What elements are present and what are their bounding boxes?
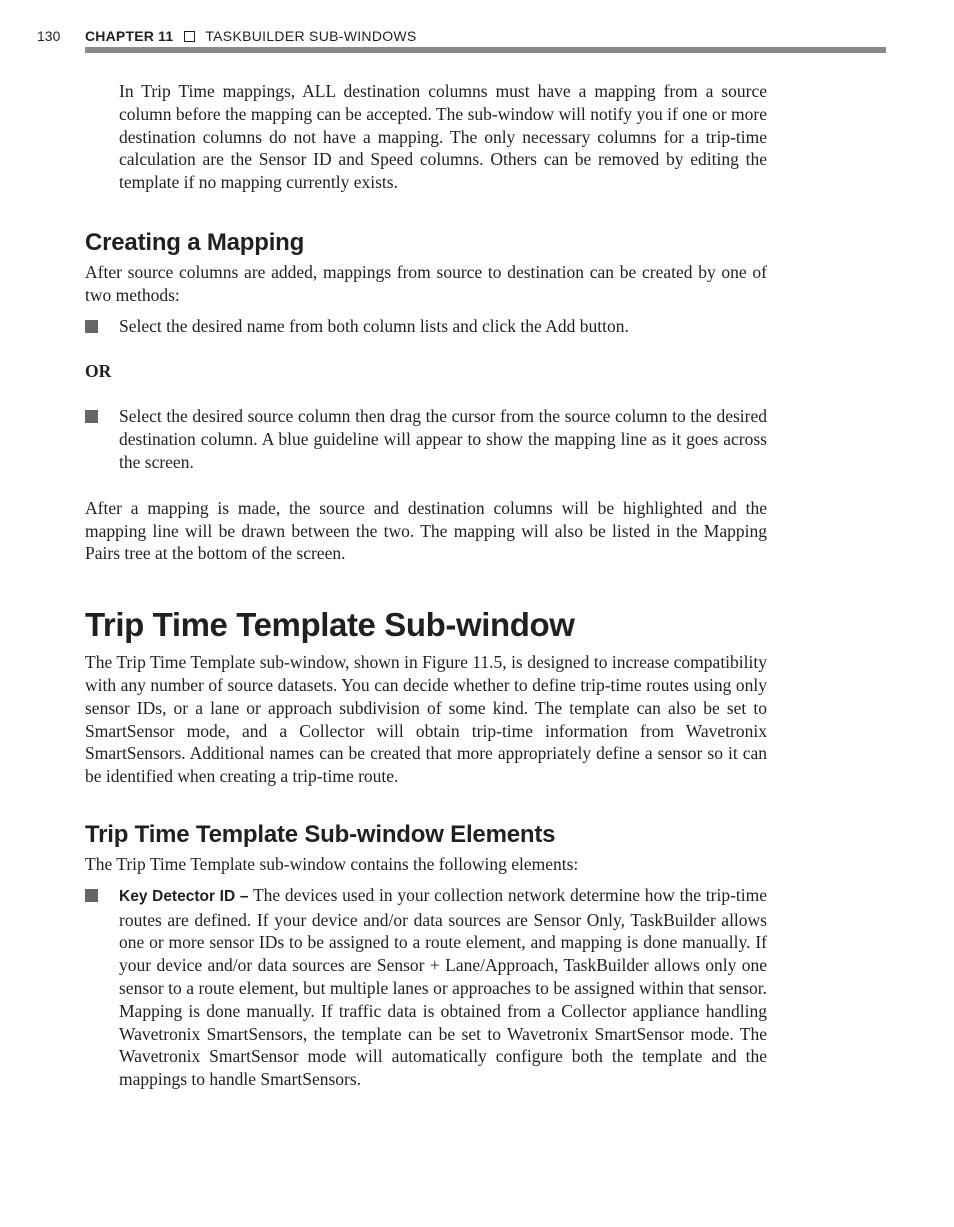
bullet-text: Select the desired name from both column lists and click the Add button.: [119, 315, 629, 336]
intro-paragraph: In Trip Time mappings, ALL destination columns must have a mapping from a source column before the mapping can be accepted. The sub-window will notify you if one or more destination columns do not have a mapping. The only necessary columns for a trip-time calculation are the Sensor ID and Speed columns. Others can be removed by editing the template if no mapping currently exists.: [119, 81, 767, 193]
heading-creating-mapping: Creating a Mapping: [85, 228, 305, 256]
bullet-text: Select the desired source column then drag the cursor from the source column to the desired destination column. A blue guideline will appear to show the mapping line as it goes across the screen.: [119, 406, 767, 472]
creating-mapping-lead: After source columns are added, mappings from source to destination can be created by one of two methods:: [85, 261, 767, 305]
after-mapping-paragraph: After a mapping is made, the source and destination columns will be highlighted and the mapping line will be drawn between the two. The mapping will also be listed in the Mapping Pairs tree at the bottom of the screen.: [85, 497, 767, 564]
key-detector-term: Key Detector ID –: [119, 887, 249, 905]
list-item: [85, 315, 767, 338]
heading-template-elements: Trip Time Template Sub-window Elements: [85, 820, 556, 848]
bullet-square-icon: [85, 889, 98, 902]
bullet-square-icon: [85, 320, 98, 333]
section-label: TASKBUILDER SUB-WINDOWS: [205, 28, 417, 44]
bullet-square-icon: [85, 410, 98, 423]
header-rule: [85, 47, 886, 53]
page-body: [85, 80, 767, 1091]
elements-lead: The Trip Time Template sub-window contains the following elements:: [85, 853, 579, 874]
chapter-label: CHAPTER 11: [85, 28, 174, 44]
or-label: OR: [85, 361, 112, 382]
heading-trip-time-template: Trip Time Template Sub-window: [85, 606, 575, 644]
list-item: [85, 884, 767, 1091]
key-detector-description: The devices used in your collection network determine how the trip-time routes are defined. If your device and/or data sources are Sensor Only, TaskBuilder allows one or more sensor IDs to be assigned to a route element, and mapping is done manually. If your device and/or data sources are Sensor + Lane/Approach, TaskBuilder allows only one sensor to a route element, but multiple lanes or approaches to be assigned within that sensor. Mapping is done manually. If traffic data is obtained from a Collector appliance handling Wavetronix SmartSensors, the template can be set to Wavetronix SmartSensor mode. The Wavetronix SmartSensor mode will automatically configure both the template and the mappings to handle SmartSensors.: [119, 884, 768, 1090]
running-header: [37, 26, 886, 46]
bullet-text: [119, 884, 767, 1091]
template-paragraph: The Trip Time Template sub-window, shown in Figure 11.5, is designed to increase compatibility with any number of source datasets. You can decide whether to define trip-time routes using only sensor IDs, or a lane or approach subdivision of some kind. The template can also be set to SmartSensor mode, and a Collector will obtain trip-time information from Wavetronix SmartSensors. Additional names can be created that more appropriately define a sensor so it can be identified when creating a trip-time route.: [85, 652, 767, 787]
separator-box-icon: [184, 31, 195, 42]
list-item: [85, 405, 767, 473]
page-number: 130: [37, 28, 61, 44]
